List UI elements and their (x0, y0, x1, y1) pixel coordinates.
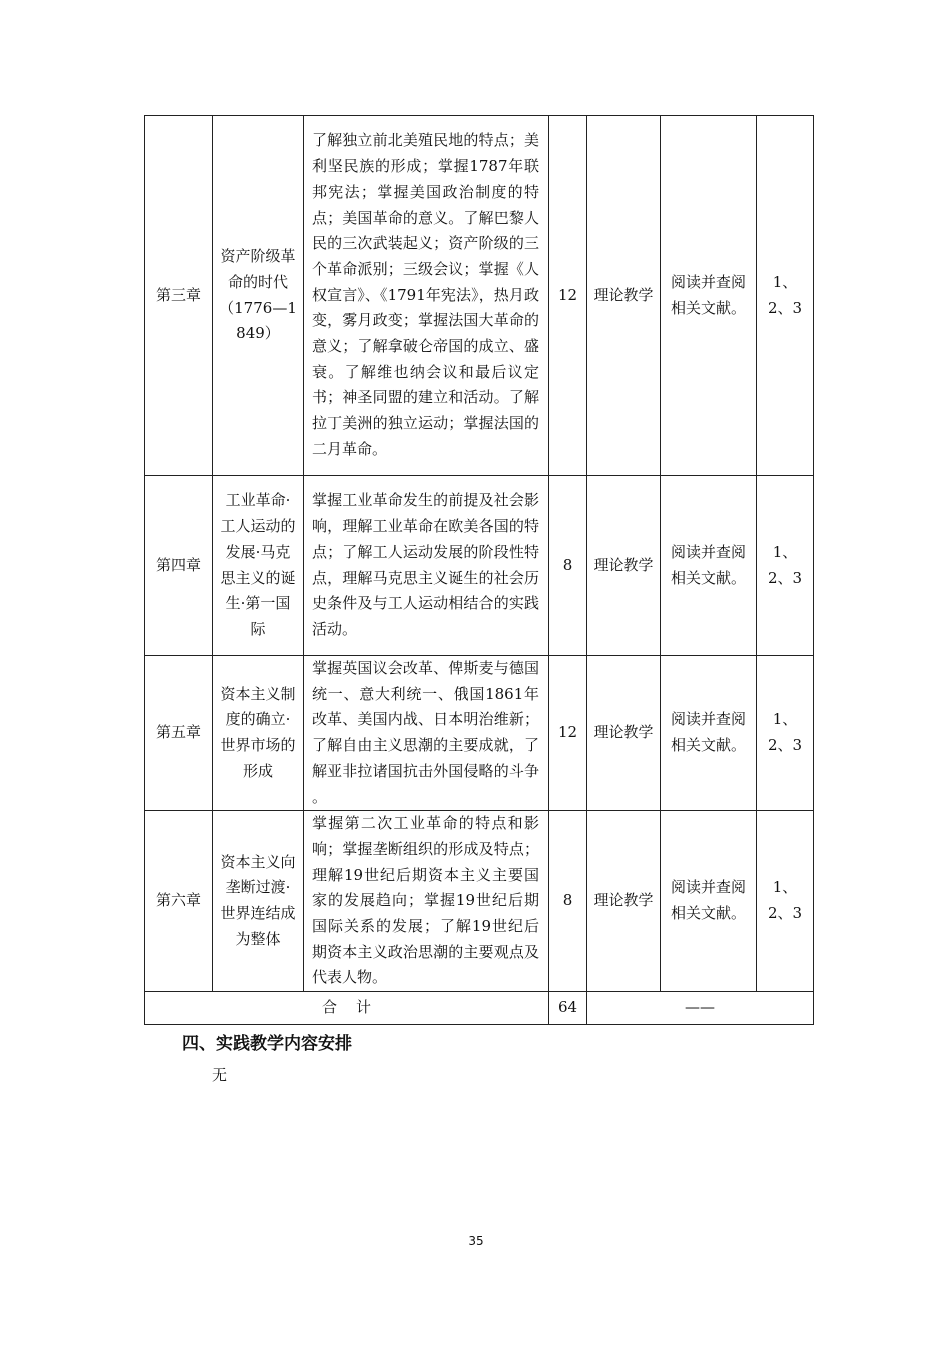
assignment-cell: 阅读并查阅相关文献。 (661, 656, 757, 811)
total-hours: 64 (549, 992, 587, 1025)
content-cell: 掌握工业革命发生的前提及社会影响，理解工业革命在欧美各国的特点；了解工人运动发展的阶段性特点，理解马克思主义诞生的社会历史条件及与工人运动相结合的实践活动。 (304, 476, 549, 656)
total-label: 合 计 (145, 992, 549, 1025)
chapter-title-cell: 资本主义制度的确立·世界市场的形成 (213, 656, 304, 811)
chapter-table (144, 115, 814, 1025)
assignment-cell: 阅读并查阅相关文献。 (661, 811, 757, 992)
chapter-cell: 第四章 (145, 476, 213, 656)
assignment-cell: 阅读并查阅相关文献。 (661, 476, 757, 656)
table-row (145, 656, 814, 811)
chapter-cell: 第三章 (145, 116, 213, 476)
assignment-cell: 阅读并查阅相关文献。 (661, 116, 757, 476)
hours-cell: 8 (549, 811, 587, 992)
hours-cell: 12 (549, 116, 587, 476)
section-heading: 四、实践教学内容安排 (182, 1034, 352, 1054)
goals-cell: 1、2、3 (757, 811, 814, 992)
chapter-title-cell: 工业革命·工人运动的发展·马克思主义的诞生·第一国际 (213, 476, 304, 656)
table-row (145, 116, 814, 476)
hours-cell: 12 (549, 656, 587, 811)
method-cell: 理论教学 (587, 656, 661, 811)
method-cell: 理论教学 (587, 476, 661, 656)
chapter-cell: 第五章 (145, 656, 213, 811)
chapter-cell: 第六章 (145, 811, 213, 992)
content-cell: 掌握第二次工业革命的特点和影响；掌握垄断组织的形成及特点；理解19世纪后期资本主义主要国家的发展趋向；掌握19世纪后期国际关系的发展；了解19世纪后期资本主义政治思潮的主要观点及代表人物。 (304, 811, 549, 992)
table-row (145, 811, 814, 992)
method-cell: 理论教学 (587, 116, 661, 476)
table-row (145, 476, 814, 656)
content-cell: 了解独立前北美殖民地的特点；美利坚民族的形成；掌握1787年联邦宪法；掌握美国政治制度的特点；美国革命的意义。了解巴黎人民的三次武装起义；资产阶级的三个革命派别；三级会议；掌握《人权宣言》、《1791年宪法》，热月政变，雾月政变；掌握法国大革命的意义；了解拿破仑帝国的成立、盛衰。了解维也纳会议和最后议定书；神圣同盟的建立和活动。了解拉丁美洲的独立运动；掌握法国的二月革命。 (304, 116, 549, 476)
section-body: 无 (212, 1066, 228, 1084)
goals-cell: 1、2、3 (757, 476, 814, 656)
goals-cell: 1、2、3 (757, 656, 814, 811)
goals-cell: 1、2、3 (757, 116, 814, 476)
method-cell: 理论教学 (587, 811, 661, 992)
total-rest: —— (587, 992, 814, 1025)
total-row (145, 992, 814, 1025)
content-cell: 掌握英国议会改革、俾斯麦与德国统一、意大利统一、俄国1861年改革、美国内战、日本明治维新；了解自由主义思潮的主要成就，了解亚非拉诸国抗击外国侵略的斗争 。 (304, 656, 549, 811)
chapter-title-cell: 资本主义向垄断过渡·世界连结成为整体 (213, 811, 304, 992)
chapter-title-cell: 资产阶级革命的时代（1776—1849） (213, 116, 304, 476)
hours-cell: 8 (549, 476, 587, 656)
page-number: 35 (468, 1234, 484, 1248)
